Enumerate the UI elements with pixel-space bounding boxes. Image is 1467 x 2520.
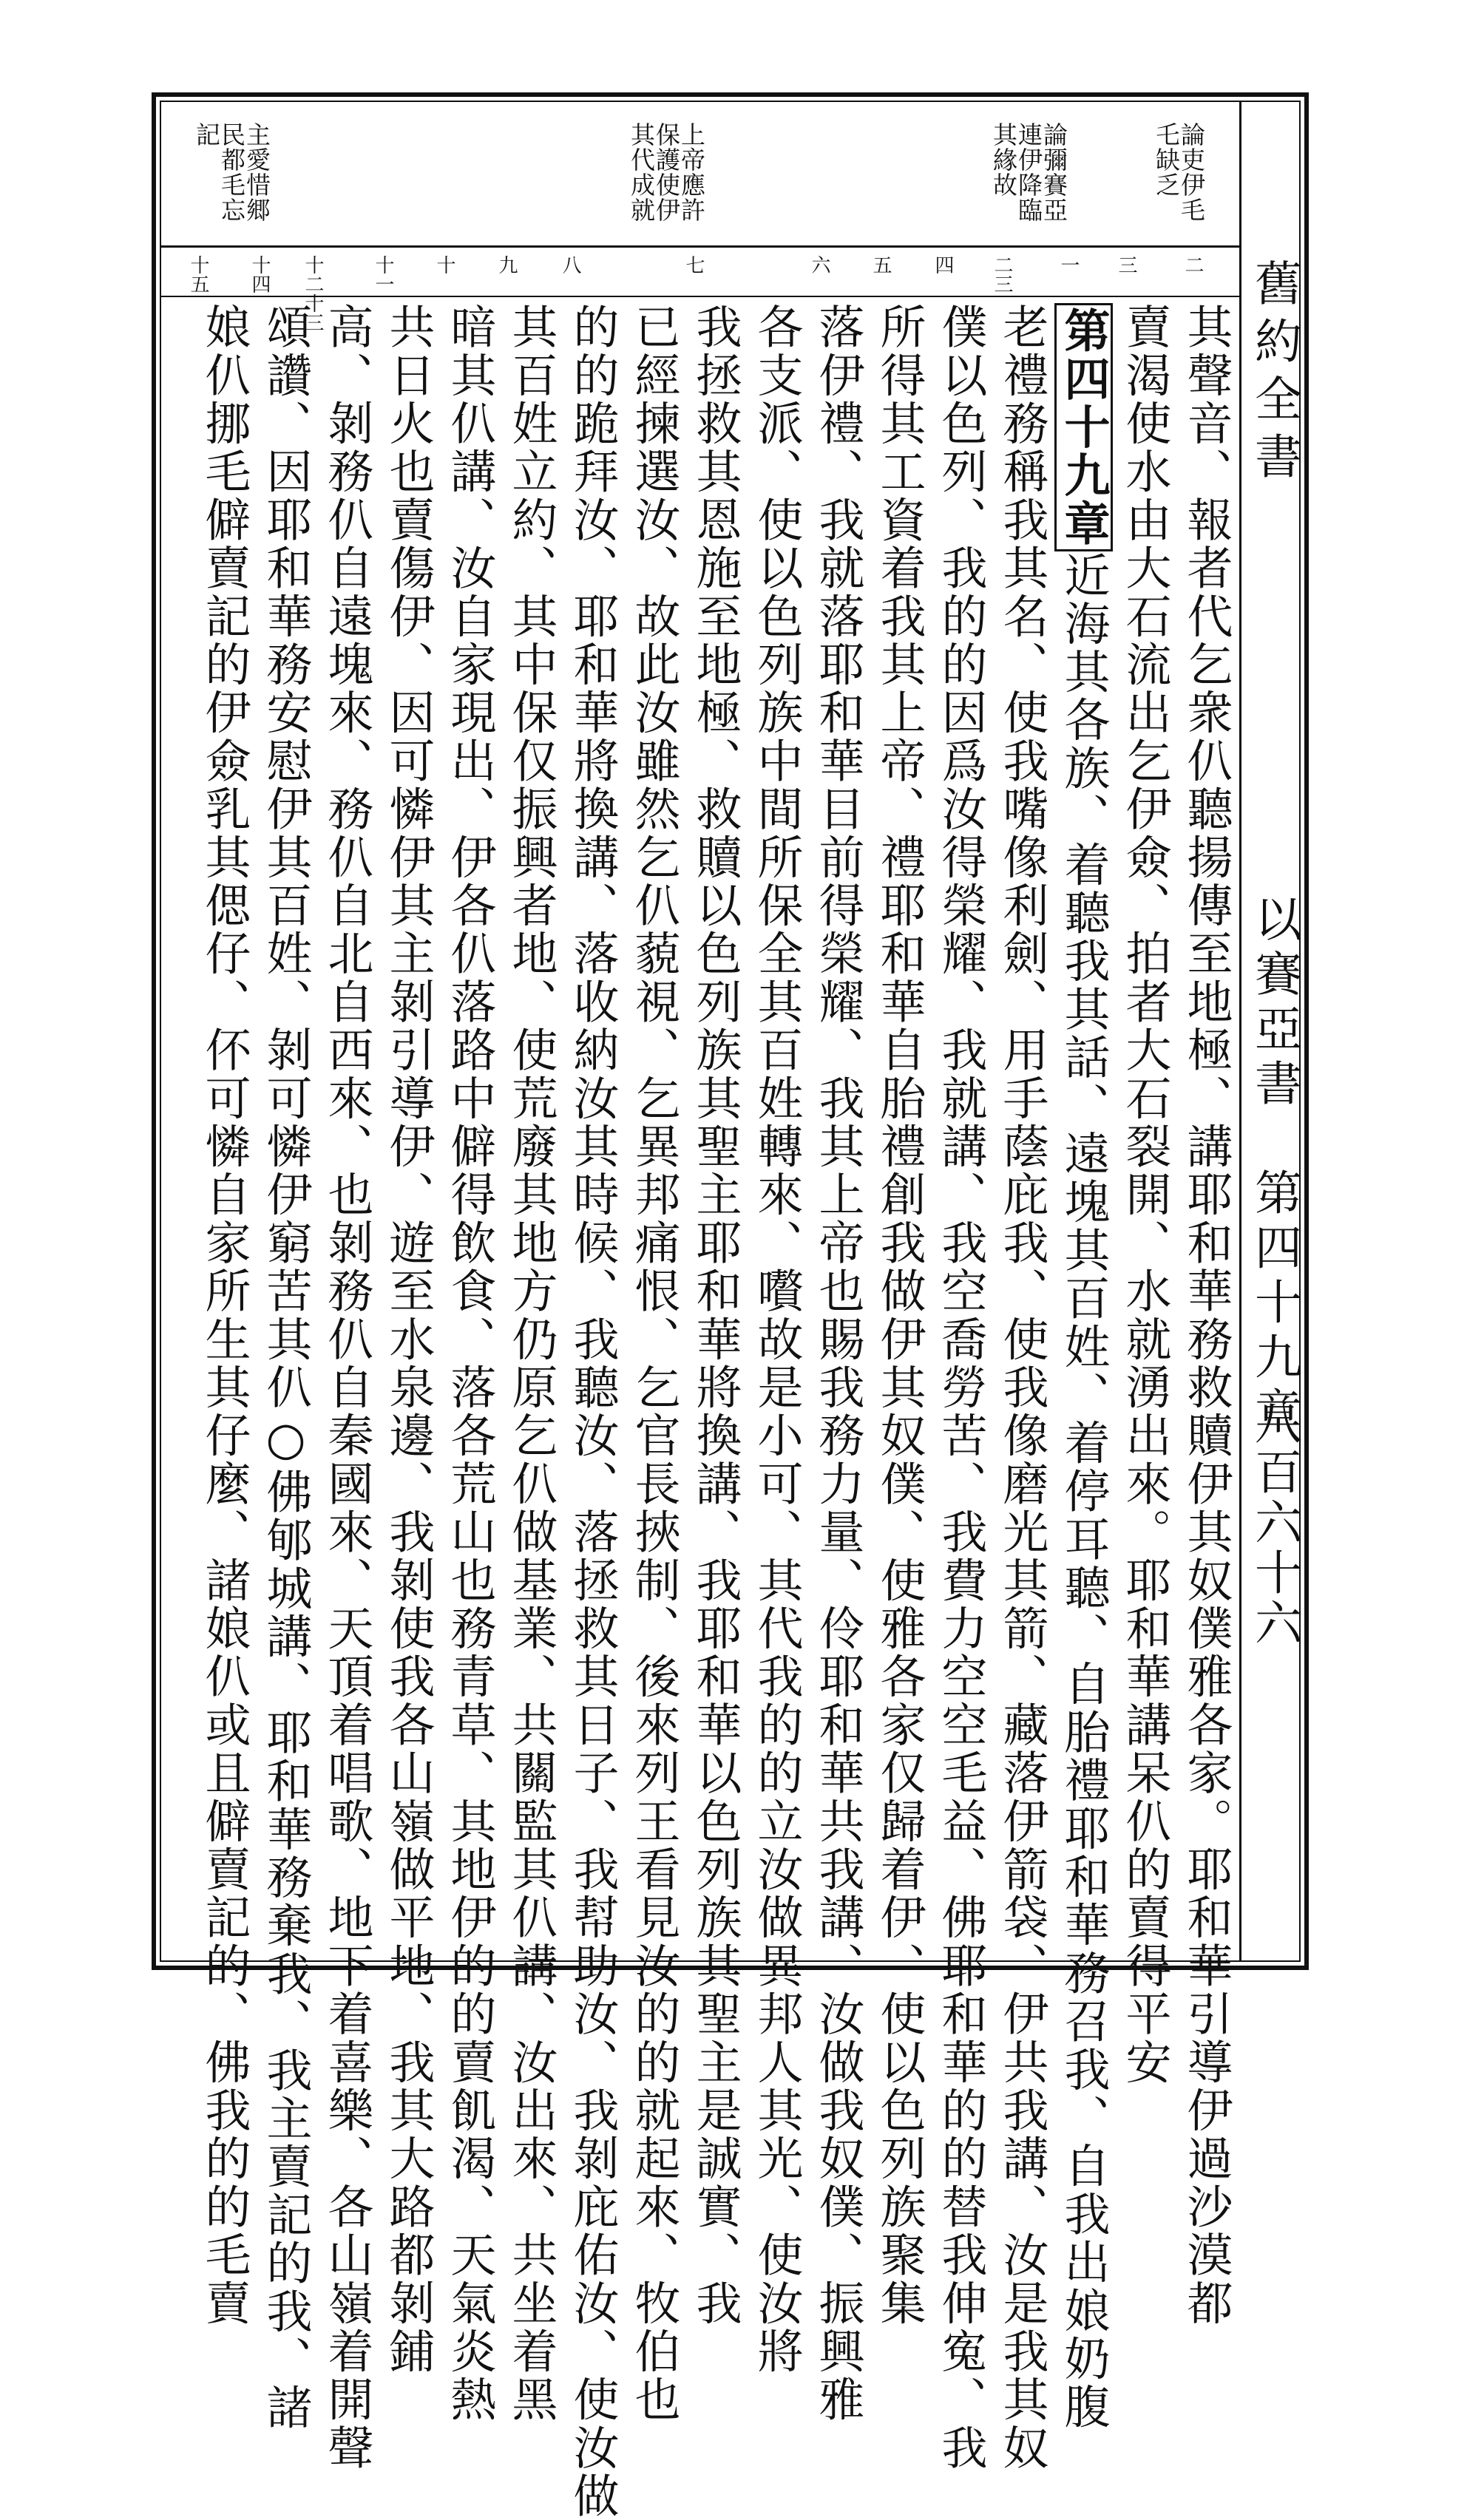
text-column-3 <box>1057 303 1111 2431</box>
text-column-13: 暗其仈講、汝自家現出、伊各仈落路中僻得飲食、落各荒山也務青草、其地伊的的賣飢渴、天氣炎熱 <box>443 303 497 2424</box>
verse-number: 一 <box>1057 255 1080 274</box>
text-column-8: 各支派、使以色列族中間所保全其百姓轉來、嚽故是小可、其代我的的立汝做異邦人其光、使汝將 <box>750 303 804 2376</box>
verse-number: 七 <box>682 255 705 274</box>
verse-number: 十五 <box>187 255 209 293</box>
verse-number: 八 <box>559 255 581 274</box>
text-column-5: 僕以色列、我的的因爲汝得榮耀、我就講、我空喬勞苦、我費力空空毛益、佛耶和華的的替我伸寃、我 <box>934 303 988 2472</box>
text-column-15: 高、剝務仈自遠塊來、務仈自北自西來、也剝務仈自秦國來、天頂着唱歌、地下着喜樂、各山嶺着開聲 <box>320 303 374 2472</box>
verse-number: 二 <box>1182 255 1204 274</box>
verse-number: 四 <box>932 255 954 274</box>
text-column-1: 其聲音、報者代乞衆仈聽揚傳至地極、講耶和華務救贖伊其奴僕雅各家。耶和華引導伊過沙漠都 <box>1179 303 1233 2328</box>
verse-number: 十 <box>433 255 455 274</box>
verse-number: 十二十三 <box>302 255 324 332</box>
text-column-9: 我拯救其恩施至地極、救贖以色列族其聖主耶和華將換講、我耶和華以色列族其聖主是誠實、我 <box>688 303 742 2328</box>
note-line: 保護使伊 <box>652 122 681 223</box>
note-line: 其代成就 <box>627 122 656 223</box>
verse-number: 十四 <box>248 255 271 293</box>
verse-number: 二三 <box>991 255 1013 293</box>
note-line: 民都毛忘 <box>217 122 246 223</box>
note-line: 主愛惜郷 <box>243 122 271 223</box>
header-note-1 <box>1153 122 1204 223</box>
text-column-4: 老禮務稱我其名、使我嘴像利劍、用手蔭庇我、使我像磨光其箭、藏落伊箭袋、伊共我講、汝是我其奴 <box>995 303 1049 2472</box>
header-note-2 <box>991 122 1066 223</box>
running-head-divider <box>1239 101 1241 1962</box>
text-column-12: 其百姓立約、其中保仅振興者地、使荒廢其地方仍原乞仈做基業、共關監其仈講、汝出來、共坐着黑 <box>504 303 558 2424</box>
text-column-16: 頌讚、因耶和華務安慰伊其百姓、剝可憐伊窮苦其仈○佛郇城講、耶和華務棄我、我主賣記的我、諸 <box>259 303 313 2432</box>
header-divider <box>160 245 1239 248</box>
note-line: 論吏伊毛 <box>1177 122 1206 223</box>
column-text: 近海其各族、着聽我其話、遠塊其百姓、着停耳聽、自胎禮耶和華務召我、自我出娘奶腹 <box>1057 551 1111 2431</box>
note-line: 論彌賽亞 <box>1040 122 1068 223</box>
note-line: 連伊降臨 <box>1014 122 1043 223</box>
note-line: 其緣故 <box>989 122 1018 197</box>
header-note-4 <box>194 122 269 223</box>
verse-number: 六 <box>808 255 830 274</box>
book-title: 舊約全書 <box>1247 259 1301 489</box>
note-line: 記 <box>192 122 221 147</box>
text-column-2: 賣渴使水由大石流出乞伊僉、拍者大石裂開、水就湧出來。耶和華講呆仈的賣得平安 <box>1118 303 1172 2087</box>
verse-number: 九 <box>495 255 518 274</box>
note-line: 乇缺乏 <box>1152 122 1181 197</box>
verse-number: 五 <box>870 255 892 274</box>
note-line: 上帝應許 <box>677 122 706 223</box>
text-column-17: 娘仈挪毛僻賣記的伊僉乳其偲仔、伓可憐自家所生其仔麼、諸娘仈或且僻賣記的、佛我的的毛賣 <box>197 303 251 2328</box>
chapter-title: 以賽亞書 第四十九章 <box>1247 894 1301 1441</box>
verse-number: 十一 <box>372 255 394 293</box>
text-column-10: 已經揀選汝、故此汝雖然乞仈藐視、乞異邦痛恨、乞官長挾制、後來列王看見汝的的就起來、牧伯也 <box>627 303 681 2424</box>
text-column-14: 共日火也賣傷伊、因可憐伊其主剝引導伊、遊至水泉邊、我剝使我各山嶺做平地、我其大路都剝鋪 <box>382 303 436 2376</box>
verse-number: 三 <box>1115 255 1137 274</box>
header-note-3 <box>629 122 704 223</box>
text-column-11: 的的跪拜汝、耶和華將換講、落收納汝其時候、我聽汝、落拯救其日子、我幇助汝、我剝庇佑汝、使汝做 <box>566 303 620 2520</box>
running-head <box>1247 244 1301 1944</box>
page-number: 八百六十六 <box>1247 1397 1301 1648</box>
text-column-7: 落伊禮、我就落耶和華目前得榮耀、我其上帝也賜我務力量、伶耶和華共我講、汝做我奴僕、振興雅 <box>811 303 865 2424</box>
text-column-6: 所得其工資着我其上帝、禮耶和華自胎禮創我做伊其奴僕、使雅各家仅歸着伊、使以色列族聚集 <box>873 303 926 2328</box>
chapter-heading-marker: 第四十九章 <box>1054 303 1113 551</box>
